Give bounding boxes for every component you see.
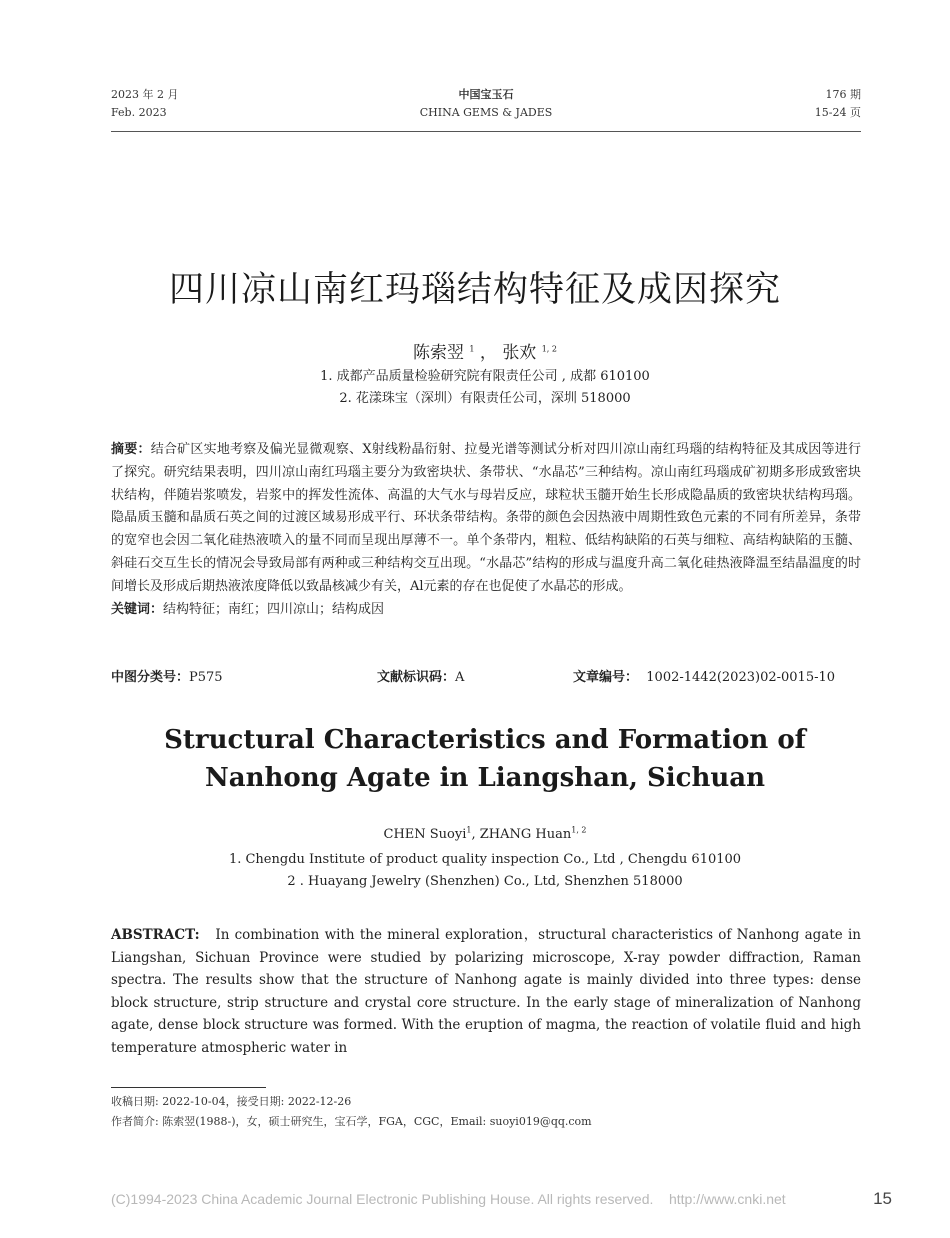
article-number-value: 1002-1442(2023)02-0015-10: [646, 670, 836, 685]
author-1-en: CHEN Suoyi: [383, 827, 467, 842]
doc-code: [377, 666, 464, 685]
header-journal-cn: 中国宝玉石: [458, 88, 514, 101]
copyright-watermark: (C)1994-2023 China Academic Journal Electronic Publishing House. All rights reserved. http://www.cnki.net: [111, 1191, 786, 1207]
author-2-en: ZHANG Huan: [479, 827, 572, 842]
doc-code-value: A: [455, 670, 465, 685]
doc-code-label: 文献标识码：: [377, 670, 456, 685]
authors-en: [0, 827, 950, 842]
affiliation-cn-1: 1. 成都产品质量检验研究院有限责任公司 , 成都 610100: [320, 369, 650, 384]
author-1-affil-en: 1: [466, 825, 472, 835]
abstract-cn: [111, 439, 861, 621]
page-title-en: [0, 721, 950, 797]
header-date-cn: 2023 年 2 月: [111, 88, 179, 101]
page-title-cn: 四川凉山南红玛瑙结构特征及成因探究: [168, 270, 781, 310]
title-en-line-2: Nanhong Agate in Liangshan, Sichuan: [204, 763, 766, 793]
header-pages: 15-24 页: [814, 106, 861, 119]
page-number: 15: [873, 1189, 892, 1208]
affiliation-cn-2: 2. 花漾珠宝（深圳）有限责任公司，深圳 518000: [339, 391, 631, 406]
header-date-en: Feb. 2023: [111, 106, 167, 119]
keywords-cn-text: 结构特征；南红；四川凉山；结构成因: [163, 601, 385, 617]
abstract-en-text: In combination with the mineral exploration，structural characteristics of Nanhong agate in Liangshan, Sichuan Province were studied by polarizing microscope, X-ray powder diffraction, Raman spectra. The results show that the structure of Nanhong agate is mainly divided into three types: dense block structure, strip structure and crystal core structure. In the early stage of mineralization of Nanhong agate, dense block structure was formed. With the eruption of magma, the reaction of volatile fluid and high temperature atmospheric water in: [111, 927, 861, 1056]
clc-number: [111, 666, 223, 685]
footnote-author-bio: 作者简介: 陈索翌(1988-)，女，硕士研究生，宝石学，FGA，CGC，Email: suoyi019@qq.com: [111, 1115, 592, 1128]
author-separator-cn: ，: [479, 343, 497, 363]
abstract-cn-text: 结合矿区实地考察及偏光显微观察、X射线粉晶衍射、拉曼光谱等测试分析对四川凉山南红玛瑙的结构特征及其成因等进行了探究。研究结果表明，四川凉山南红玛瑙主要分为致密块状、条带状、“水晶芯”三种结构。凉山南红玛瑙成矿初期多形成致密块状结构，伴随岩浆喷发，岩浆中的挥发性流体、高温的大气水与母岩反应，球粒状玉髓开始生长形成隐晶质的致密块状结构玛瑙。隐晶质玉髓和晶质石英之间的过渡区域易形成平行、环状条带结构。条带的颜色会因热液中周期性致色元素的不同有所差异，条带的宽窄也会因二氧化硅热液喷入的量不同而呈现出厚薄不一。单个条带内，粗粒、低结构缺陷的石英与细粒、高结构缺陷的玉髓、斜硅石交互生长的情况会导致局部有两种或三种结构交互出现。“水晶芯”结构的形成与温度升高二氧化硅热液降温至结晶温度的时间增长及形成后期热液浓度降低以致晶核减少有关，Al元素的存在也促使了水晶芯的形成。: [111, 442, 861, 594]
header-journal-en: CHINA GEMS & JADES: [419, 106, 553, 119]
header-center: [0, 86, 950, 122]
author-2-affil-en: 1, 2: [571, 825, 587, 835]
clc-value: P575: [189, 670, 223, 685]
abstract-cn-label: 摘要：: [111, 442, 151, 457]
header-right: [815, 86, 861, 122]
footnote-divider: [111, 1087, 266, 1088]
authors-cn: [0, 338, 950, 363]
article-number-label: 文章编号：: [573, 670, 639, 685]
author-2-cn: 张欢: [502, 343, 537, 363]
abstract-en-label: ABSTRACT:: [111, 927, 200, 943]
article-number: [573, 666, 835, 685]
clc-label: 中图分类号：: [111, 670, 190, 685]
keywords-cn-label: 关键词：: [111, 601, 164, 617]
header-divider: [111, 131, 861, 132]
affiliation-en-2: 2 . Huayang Jewelry (Shenzhen) Co., Ltd, Shenzhen 518000: [287, 874, 683, 889]
title-en-line-1: Structural Characteristics and Formation of: [164, 725, 806, 755]
affiliation-en-1: 1. Chengdu Institute of product quality inspection Co., Ltd , Chengdu 610100: [228, 852, 742, 867]
author-1-cn: 陈索翌: [413, 343, 464, 363]
abstract-en: [111, 924, 861, 1059]
author-1-affil-cn: 1: [469, 344, 475, 354]
author-2-affil-cn: 1, 2: [541, 344, 557, 354]
header-issue: 176 期: [825, 88, 861, 101]
author-separator-en: ,: [471, 827, 480, 842]
footnote-received: 收稿日期: 2022-10-04，接受日期: 2022-12-26: [111, 1095, 352, 1108]
